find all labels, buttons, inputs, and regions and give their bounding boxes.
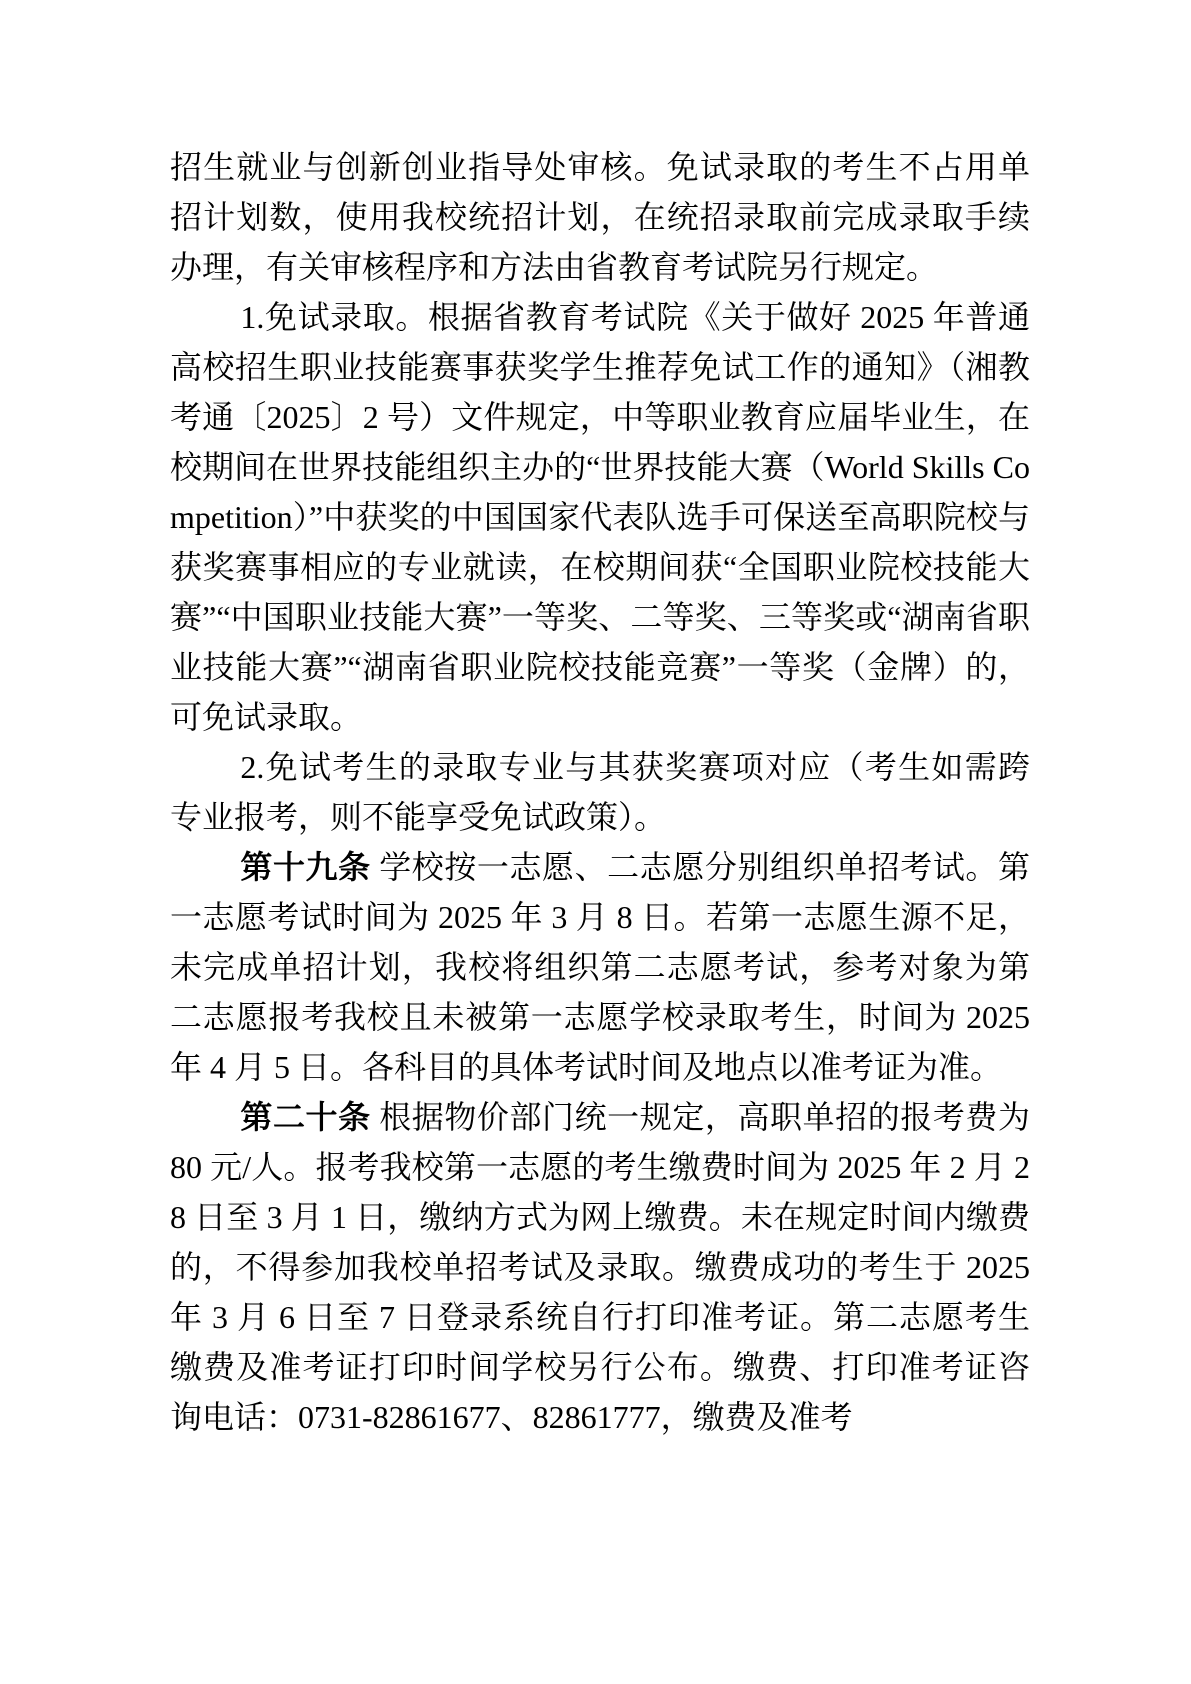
article-20-text: 根据物价部门统一规定，高职单招的报考费为 80 元/人。报考我校第一志愿的考生缴费时间为 2025 年 2 月 28 日至 3 月 1 日，缴纳方式为网上缴费。未在规定时间内缴费的，不得参加我校单招考试及录取。缴费成功的考生于 2025 年 3 月 6 日至 7 日登录系统自行打印准考证。第二志愿考生缴费及准考证打印时间学校另行公布。缴费、打印准考证咨询电话：0731-82861677、82861777，缴费及准考 — [170, 1099, 1030, 1435]
paragraph-exemption-admission-item-1: 1.免试录取。根据省教育考试院《关于做好 2025 年普通高校招生职业技能赛事获奖学生推荐免试工作的通知》（湘教考通〔2025〕2 号）文件规定，中等职业教育应届毕业生，在校期间在世界技能组织主办的“世界技能大赛（World Skills Competition）”中获奖的中国国家代表队选手可保送至高职院校与获奖赛事相应的专业就读，在校期间获“全国职业院校技能大赛”“中国职业技能大赛”一等奖、二等奖、三等奖或“湖南省职业技能大赛”“湖南省职业院校技能竞赛”一等奖（金牌）的，可免试录取。 — [170, 299, 1030, 735]
article-19-heading: 第十九条 — [240, 849, 371, 885]
article-20-heading: 第二十条 — [240, 1099, 371, 1135]
paragraph-article-20 — [170, 1092, 1030, 1442]
article-19-text: 学校按一志愿、二志愿分别组织单招考试。第一志愿考试时间为 2025 年 3 月 8 日。若第一志愿生源不足，未完成单招计划，我校将组织第二志愿考试，参考对象为第二志愿报考我校且未被第一志愿学校录取考生，时间为 2025 年 4 月 5 日。各科目的具体考试时间及地点以准考证为准。 — [170, 849, 1030, 1085]
paragraph-exemption-review-continuation: 招生就业与创新创业指导处审核。免试录取的考生不占用单招计划数，使用我校统招计划，在统招录取前完成录取手续办理，有关审核程序和方法由省教育考试院另行规定。 — [170, 149, 1030, 285]
paragraph-article-19 — [170, 842, 1030, 1092]
paragraph-exemption-admission-item-2: 2.免试考生的录取专业与其获奖赛项对应（考生如需跨专业报考，则不能享受免试政策）。 — [170, 749, 1030, 835]
